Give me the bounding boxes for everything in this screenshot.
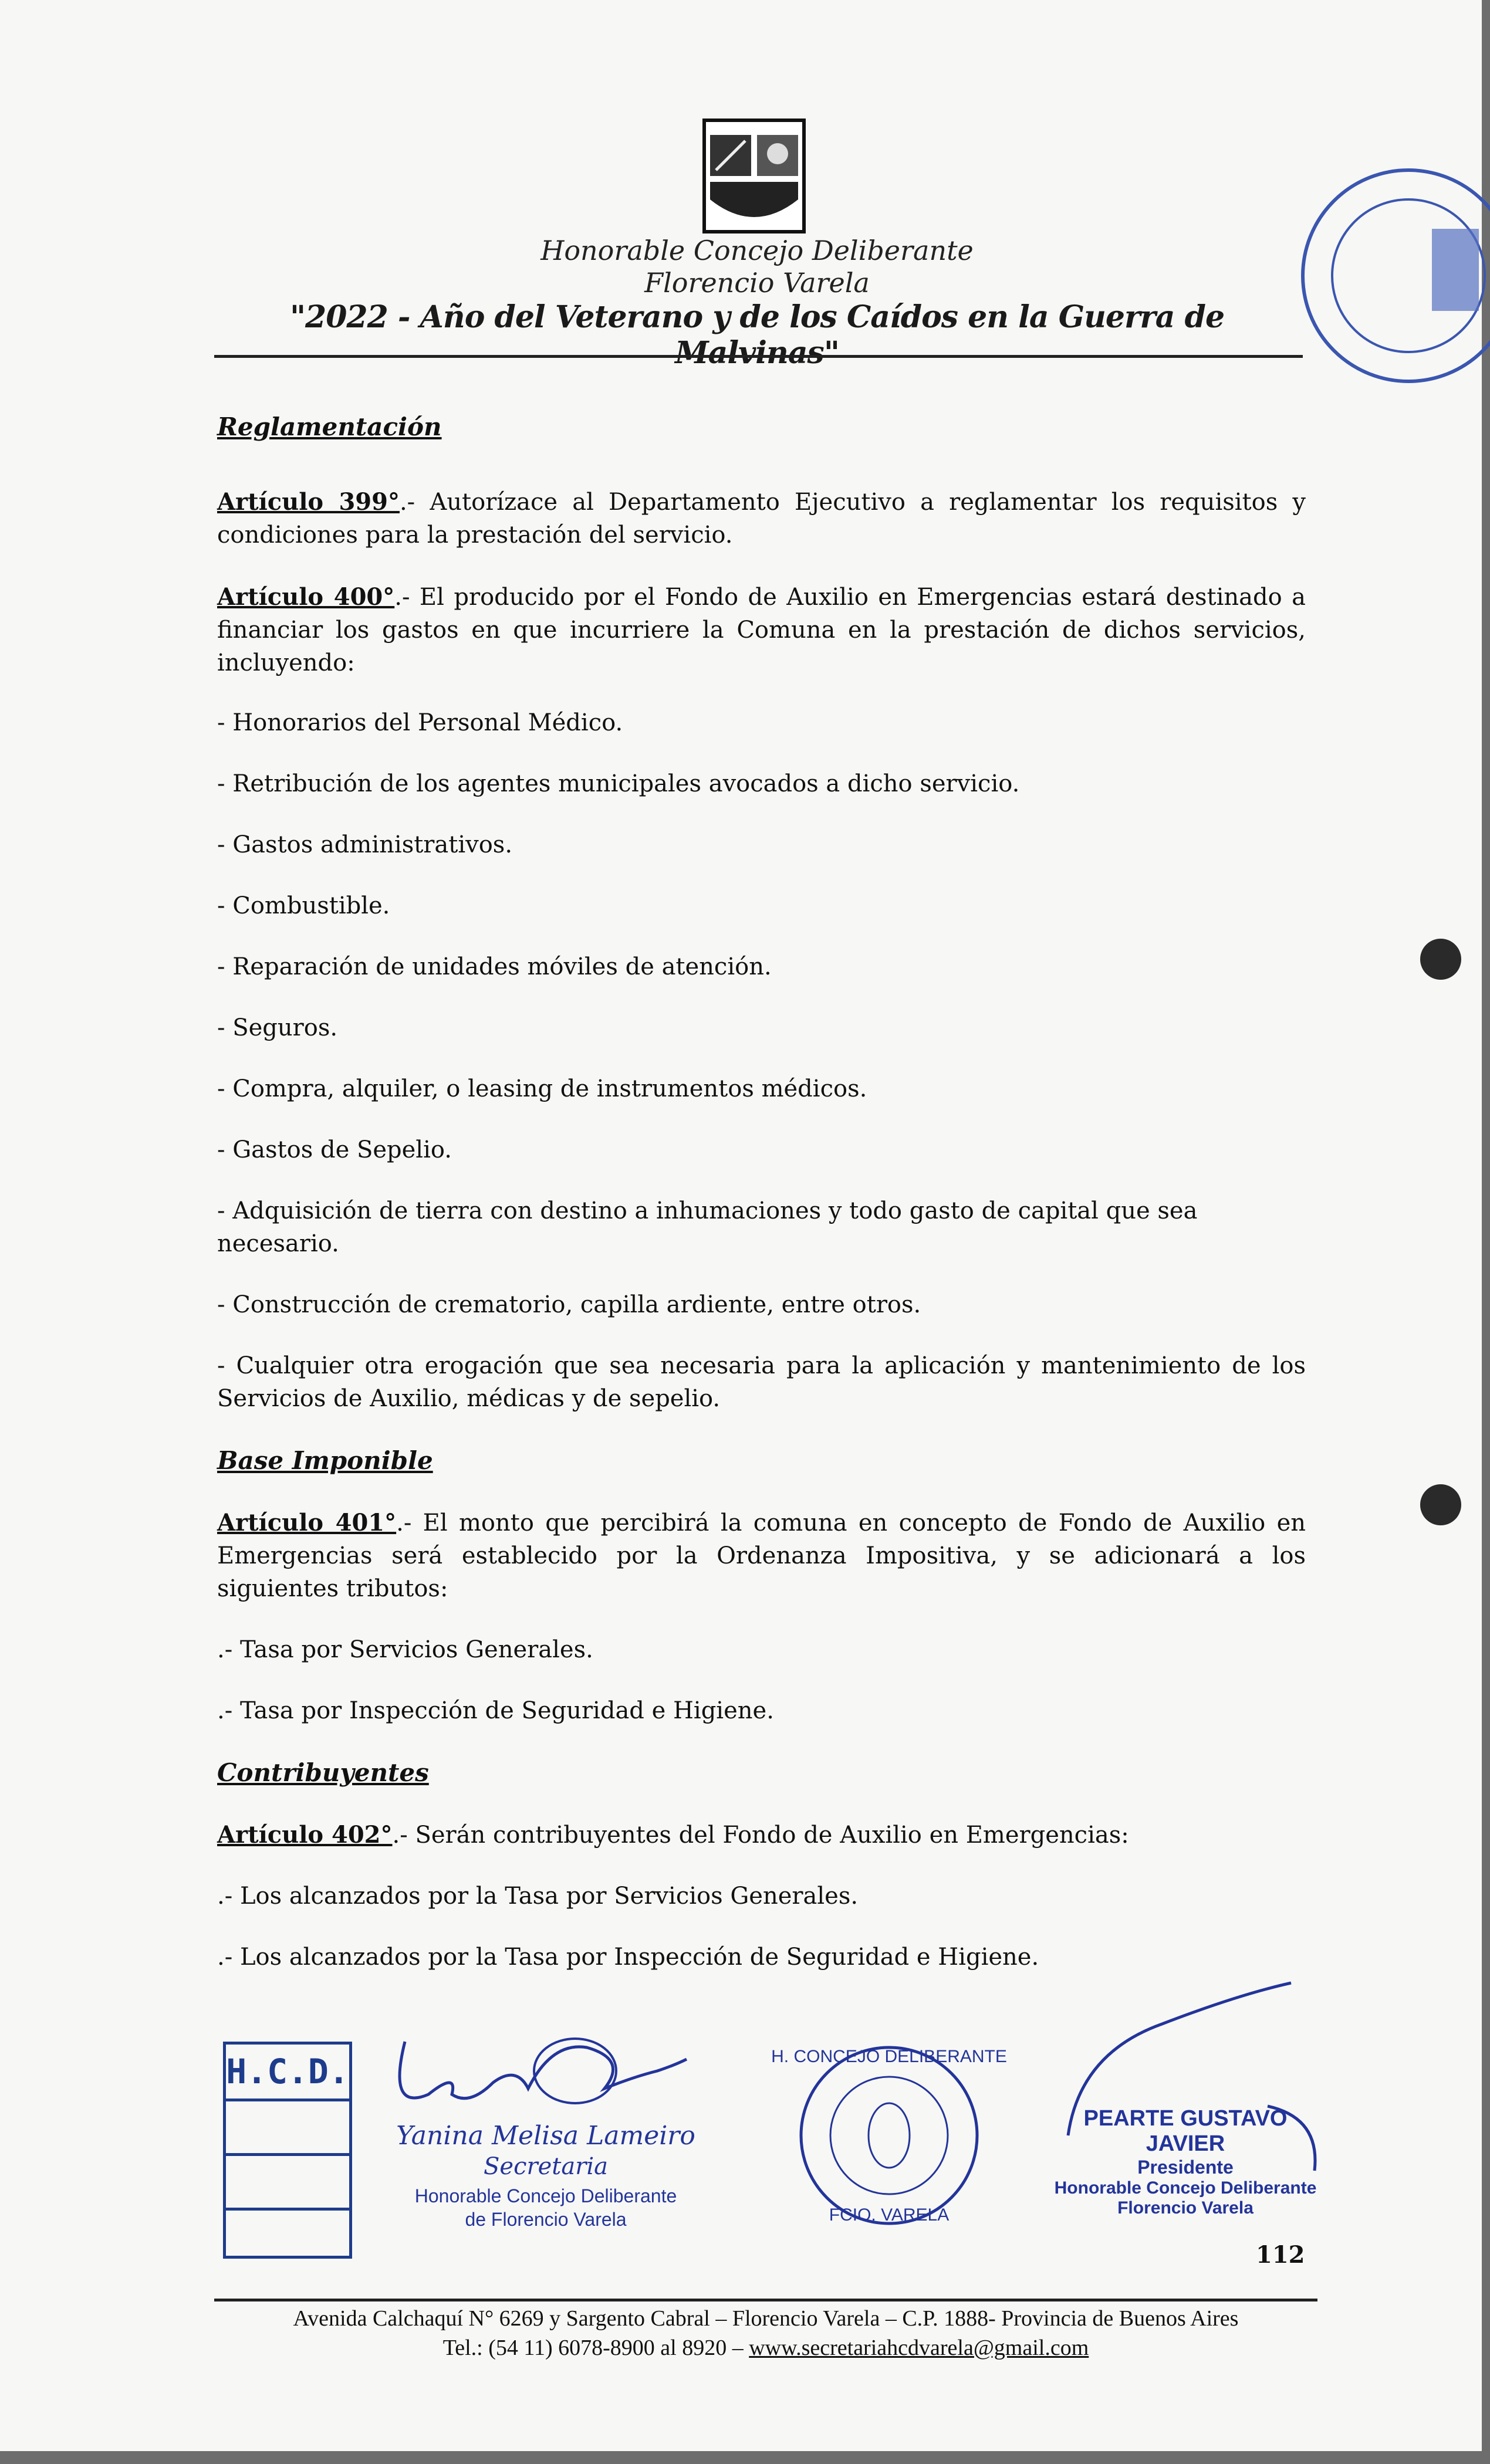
org-city: Florencio Varela [644, 267, 870, 299]
section-reglamentacion: Reglamentación [217, 412, 442, 441]
list-item: - Combustible. [217, 892, 390, 919]
secretary-scribble [381, 2006, 710, 2124]
article-401 [217, 1507, 1306, 1605]
list-item: - Adquisición de tierra con destino a inhumaciones y todo gasto de capital que sea necesario. [217, 1197, 1198, 1257]
article-399-text: .- Autorízace al Departamento Ejecutivo a reglamentar los requisitos y condiciones para la prestación del servicio. [217, 489, 1306, 549]
hcd-label: H.C.D. [226, 2045, 349, 2101]
article-402-text: .- Serán contribuyentes del Fondo de Auxilio en Emergencias: [392, 1822, 1129, 1849]
list-item: - Compra, alquiler, o leasing de instrumentos médicos. [217, 1075, 867, 1102]
president-role: Presidente [1137, 2157, 1234, 2178]
punch-hole [1420, 1484, 1461, 1525]
list-item: .- Tasa por Servicios Generales. [217, 1636, 593, 1663]
list-item: .- Tasa por Inspección de Seguridad e Higiene. [217, 1697, 774, 1724]
list-item: - Gastos administrativos. [217, 831, 513, 858]
page-number: 112 [1256, 2241, 1305, 2269]
president-stamp [1045, 2106, 1326, 2218]
list-item: - Honorarios del Personal Médico. [217, 709, 623, 736]
secretary-signature [381, 2006, 734, 2282]
president-org: Honorable Concejo Deliberante [1054, 2178, 1317, 2198]
footer-contact [214, 2335, 1317, 2361]
president-name: PEARTE GUSTAVO JAVIER [1083, 2106, 1288, 2156]
article-402-label: Artículo 402° [217, 1821, 393, 1849]
year-motto: "2022 - Año del Veterano y de los Caídos en la Guerra de Malvinas" [289, 299, 1225, 371]
list-item: - Reparación de unidades móviles de atención. [217, 953, 772, 980]
list-item: .- Los alcanzados por la Tasa por Servicios Generales. [217, 1883, 859, 1910]
header-divider [214, 355, 1303, 358]
seal-top-text: H. CONCEJO DELIBERANTE [771, 2047, 1007, 2066]
article-400-label: Artículo 400° [217, 583, 395, 611]
official-seal [771, 1995, 1007, 2276]
article-402 [217, 1819, 1306, 1852]
article-401-label: Artículo 401° [217, 1509, 397, 1536]
list-item: - Retribución de los agentes municipales avocados a dicho servicio. [217, 770, 1020, 797]
article-400-text: .- El producido por el Fondo de Auxilio en Emergencias estará destinado a financiar los gastos en que incurriere la Comuna en la prestación de dichos servicios, incluyendo: [217, 584, 1306, 676]
seal-bottom-text: FCIO. VARELA [829, 2205, 950, 2225]
list-item: - Seguros. [217, 1014, 338, 1041]
secretary-org-city: de Florencio Varela [465, 2209, 627, 2230]
hcd-stamp-box [223, 2042, 352, 2259]
list-item: - Gastos de Sepelio. [217, 1136, 452, 1163]
secretary-name: Yanina Melisa Lameiro [396, 2121, 695, 2151]
list-item: .- Los alcanzados por la Tasa por Inspección de Seguridad e Higiene. [217, 1944, 1039, 1971]
article-401-text: .- El monto que percibirá la comuna en concepto de Fondo de Auxilio en Emergencias será establecido por la Ordenanza Impositiva, y se adicionará a los siguientes tributos: [217, 1509, 1306, 1602]
footer-address: Avenida Calchaquí N° 6269 y Sargento Cabral – Florencio Varela – C.P. 1888- Provincia de Buenos Aires [293, 2306, 1239, 2331]
secretary-title: Secretaria [484, 2153, 608, 2180]
document-body [217, 411, 1306, 1974]
secretary-org: Honorable Concejo Deliberante [414, 2185, 677, 2206]
list-item: - Construcción de crematorio, capilla ardiente, entre otros. [217, 1291, 921, 1318]
president-org-city: Florencio Varela [1117, 2198, 1254, 2218]
article-399-label: Artículo 399° [217, 488, 400, 516]
article-399 [217, 486, 1306, 551]
section-contribuyentes: Contribuyentes [217, 1758, 429, 1787]
article-400 [217, 581, 1306, 679]
official-stamp-partial [1291, 141, 1485, 422]
signature-area [223, 1995, 1338, 2300]
footer-divider [214, 2299, 1317, 2301]
footer-phone: Tel.: (54 11) 6078-8900 al 8920 – [442, 2336, 749, 2360]
footer-email-link[interactable]: www.secretariahcdvarela@gmail.com [749, 2336, 1089, 2360]
section-base-imponible: Base Imponible [217, 1446, 433, 1475]
punch-hole [1420, 939, 1461, 980]
list-item: - Cualquier otra erogación que sea necesaria para la aplicación y mantenimiento de los Servicios de Auxilio, médicas y de sepelio. [217, 1352, 1306, 1412]
crest-emblem [698, 117, 810, 241]
org-name: Honorable Concejo Deliberante [540, 235, 974, 266]
